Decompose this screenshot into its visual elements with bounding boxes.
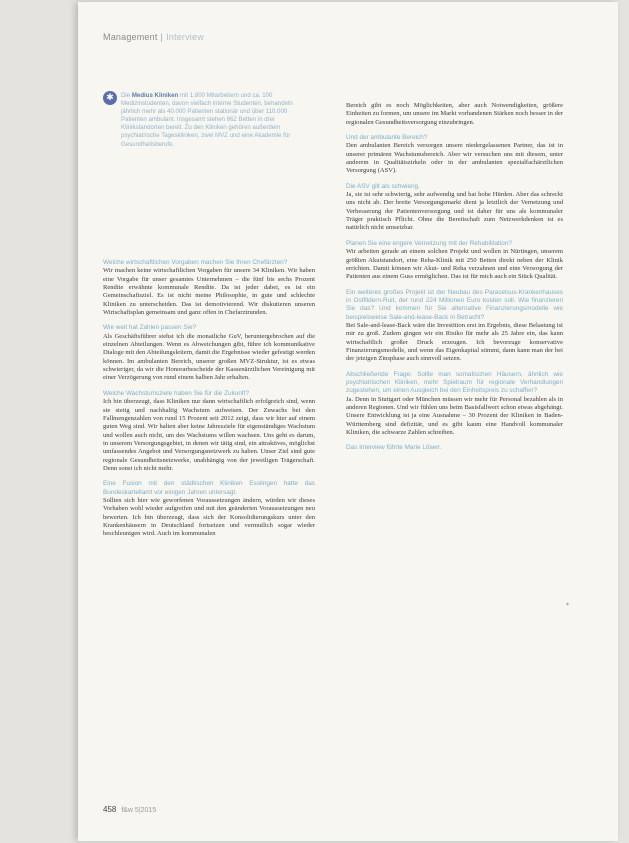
paragraph-gap: [346, 437, 563, 444]
interview-answer: Den ambulanten Bereich versorgen unsere niedergelassenen Partner, das ist in unserer primären Wachstumsbereich. Aber wir versuchen uns mit diesem, unter anderem in Qualitätszirkeln oder in der ambulanten spezialfachärztlichen Versorgung (ASV).: [346, 142, 563, 175]
interview-answer: Bereich gibt es noch Möglichkeiten, aber auch Notwendigkeiten, größere Einheiten zu formen, um unsere im Markt vorhandenen Stärken noch besser in der regionalen Gesundheitsversorgung einzubringen.: [346, 102, 563, 126]
interview-question: Die ASV gilt als schwierig.: [346, 182, 420, 190]
interview-question: Abschließende Frage: Sollte man somatischen Häusern, ähnlich wie psychiatrischen Kliniken, mehr Spielraum für regionale Verhandlungen zugestehen, um einen Ausgleich bei den Einheitspreis zu schaffen?: [346, 370, 563, 395]
paragraph-gap: [346, 127, 563, 134]
star-icon: ✱: [103, 91, 117, 105]
interview-answer: Ja, sie ist sehr schwierig, sehr aufwendig und hat hohe Hürden. Aber das schreckt uns nicht ab. Der breite Versorgungsmarkt dient ja letztlich der Vernetzung und Verbesserung der Patientenversorgung und ist daher für uns als kommunaler Träger praktisch Pflicht. Ohne die Bereitschaft zum Netzwerkdenken ist es natürlich nicht umsetzbar.: [346, 191, 563, 232]
interview-answer: Ja. Denn in Stuttgart oder München müssen wir mehr für Personal bezahlen als in anderen Regionen. Und wir fühlen uns beim Basisfallwert schon etwas abgehängt. Unsere Entwicklung ist ja eine Ausnahme – 30 Prozent der Kliniken in Baden-Württemberg sind defizitär, und es gibt kaum eine Handvoll kommunaler Kliniken, die schwarze Zahlen schreiben.: [346, 395, 563, 437]
info-box: [103, 90, 315, 240]
page-header: [103, 32, 204, 42]
info-box-lead: Die: [121, 92, 131, 99]
left-column: [103, 259, 315, 539]
interview-question: Und der ambulante Bereich?: [346, 134, 428, 142]
interview-question: Das Interview führte Marie Löwer.: [346, 444, 442, 452]
page-footer: [103, 805, 156, 814]
interview-answer: Ich bin überzeugt, dass Kliniken nur dann wirtschaftlich erfolgreich sind, wenn sie stetig und nachhaltig Wachstum aufweisen. Der Zuwachs bei den Fallmengenzahlen von rund 15 Prozent seit 2012 zeigt, dass wir hier auf einem guten Weg sind. Wir halten aber keine Jahresziele für eigenständiges Wachstum und wollen auch nicht, um des Wachstums willen wachsen. Uns geht es darum, in unserem Versorgungsgebiet, in denen wir tätig sind, ein attraktives, möglichst umfassendes Angebot und Versorgungsnetzwerk zu haben. Unser Ziel sind gute regionale Gesundheitsnetzwerke, unabhängig von der jeweiligen Trägerschaft. Denn sonst ich nicht mehr.: [103, 398, 315, 472]
category-label: Interview: [166, 32, 204, 42]
interview-question: Eine Fusion mit den städtischen Kliniken Esslingen hatte das Bundeskartellamt vor einigen Jahren untersagt.: [103, 480, 315, 496]
paragraph-gap: [346, 364, 563, 371]
interview-answer: Bei Sale-and-lease-Back wäre die Investition erst im Ergebnis, diese Belastung ist mir zu groß. Zudem gingen wir ein Risiko für mehr als 25 Jahre ein, das kann wirtschaftlich großer Druck erzeugen. Ich bevorzuge konservative Finanzierungsmodelle, und wenn das Eigenkapital stimmt, dann kann man der bei der jetzigen Zinsphase auch sinnvoll setzen.: [346, 321, 563, 363]
interview-answer: Wir machen keine wirtschaftlichen Vorgaben für unsere 34 Kliniken. Wir haben eine Vorgabe für unser gesamtes Unternehmen – die fünf bis sechs Prozent Rendite erwähnte kommunale Rendite. Da ist jeder dabei, es ist ein Gemeinschaftsziel. Es ist nicht meine Philosophie, in gute und schlechte Kliniken zu unterscheiden. Das ist demotivierend. Wir diskutieren unseren Wirtschaftsplan gemeinsam und ganz offen in Chefarztrunden.: [103, 267, 315, 317]
interview-question: Welche wirtschaftlichen Vorgaben machen Sie Ihren Chefärzten?: [103, 259, 288, 266]
interview-question: Wie weit hat Zahlen passen Sie?: [103, 324, 197, 332]
page-number: 458: [103, 805, 117, 814]
interview-question: Welche Wachstumsziele haben Sie für die Zukunft?: [103, 389, 249, 397]
info-box-bold: Medius Kliniken: [131, 92, 179, 99]
paragraph-gap: [103, 473, 315, 480]
paragraph-gap: [346, 176, 563, 183]
interview-question: Planen Sie eine engere Vernetzung mit der Rehabilitation?: [346, 239, 512, 247]
right-column: [346, 102, 563, 453]
paragraph-gap: [103, 383, 315, 390]
info-box-rest: mit 1.800 Mitarbeitern und ca. 100 Medizinstudenten, davon vielfach interne Studenten, behandeln jährlich mehr als 40.000 Patienten stationär und über 110.000 Patienten ambulant. Insgesamt stehen 862 Betten in drei Klinikstandorten bereit. Zu den Kliniken gehören außerdem psychiatrische Tageskliniken, zwei MVZ und eine Akademie für Gesundheitsberufe.: [121, 92, 293, 148]
paragraph-gap: [346, 233, 563, 240]
crop-mark: ▴: [566, 601, 570, 607]
info-box-text: [121, 92, 301, 149]
interview-question: Ein weiteres großes Projekt ist der Neubau des Paracelsus-Krankenhauses in Ostfildern-Ruit, der rund 224 Millionen Euro kosten soll. Wie finanzieren Sie das? Und kommen für Sie alternative Finanzierungsmodelle wie beispielsweise Sale-and-lease-Back in Betracht?: [346, 288, 563, 321]
publication-title: f&w 5|2015: [121, 807, 157, 814]
paragraph-gap: [103, 317, 315, 324]
header-separator: |: [160, 32, 164, 42]
paragraph-gap: [346, 282, 563, 289]
interview-answer: Sollten sich hier wie geworfenen Voraussetzungen ändern, würden wir dieses Vorhaben wohl wieder aufgreifen und mit den geänderten Voraussetzungen neu bewerten. Ich bin überzeugt, dass sich der Konsolidierungskurs unter den Krankenhäusern in Deutschland fortsetzen und vermutlich sogar wieder beschleunigen wird. Auch im kommunalen: [103, 496, 315, 538]
interview-answer: Als Geschäftsführer stehst ich die monatliche GuV, heruntergebrochen auf die einzelnen Abteilungen. Wenn es Abweichungen gibt, führe ich kommunikative Dialoge mit den Abteilungsleitern, damit die Ergebnisse wieder gefestigt werden können. Im ambulanten Bereich, unserer großen MVZ-Struktur, ist es etwas schwieriger, da wir die Honorarbescheide der Kassenärztlichen Vereinigung mit einer Verzögerung von rund einem halben Jahr erhalten.: [103, 332, 315, 382]
section-label: Management: [103, 32, 158, 42]
interview-answer: Wir arbeiten gerade an einem solchen Projekt und wollen in Nürtingen, unserem größten Akutstandort, eine Reha-Klinik mit 250 Betten direkt neben der Klinik errichten. Damit können wir Akut- und Reha verzahnen und eine Versorgung der Patienten aus einem Guss ermöglichen. Das ist für mich auch ein Stück Qualität.: [346, 248, 563, 281]
